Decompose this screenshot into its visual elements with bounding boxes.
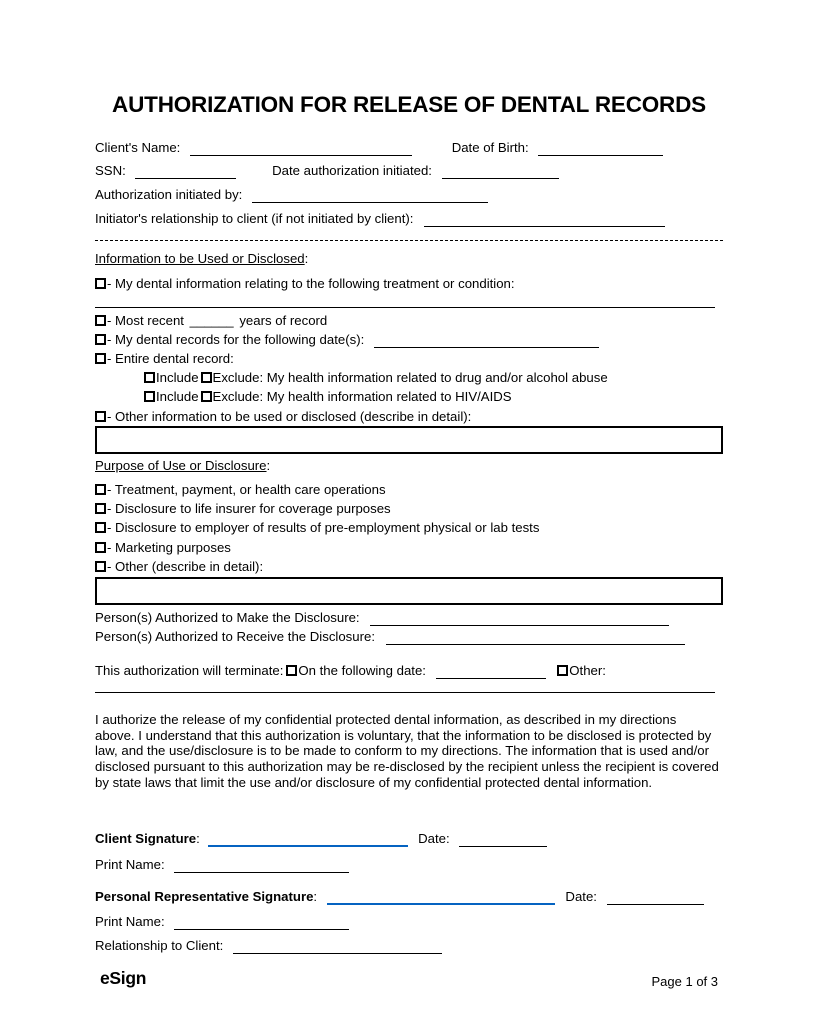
checkbox-label-following-dates: - My dental records for the following date(s):: [107, 332, 365, 347]
checkbox-row-entire-record[interactable]: [95, 351, 234, 367]
client-signature-label: Client Signature: [95, 831, 197, 846]
make-disclosure-label: Person(s) Authorized to Make the Disclosure:: [95, 610, 360, 625]
checkbox-row-marketing[interactable]: [95, 540, 231, 556]
checkbox-label-exclude-drug-alcohol: Exclude: My health information related to drug and/or alcohol abuse: [212, 370, 608, 385]
purpose-section-heading-text: Purpose of Use or Disclosure: [95, 458, 267, 473]
information-section-heading: [95, 251, 308, 267]
checkbox-label-entire-record: - Entire dental record:: [107, 351, 234, 366]
rep-signature-colon: :: [313, 889, 318, 904]
esign-logo: eSign: [100, 968, 147, 988]
checkbox-icon-following-dates[interactable]: [95, 334, 106, 345]
checkbox-icon-treatment-payment[interactable]: [95, 484, 106, 495]
field-row-rep-relationship: [95, 938, 442, 954]
date-authorization-initiated-label: Date authorization initiated:: [272, 163, 432, 178]
checkbox-label-include-drug-alcohol: Include: [156, 370, 199, 385]
initiator-relationship-label: Initiator's relationship to client (if not initiated by client):: [95, 211, 414, 226]
checkbox-label-include-hiv-aids: Include: [156, 389, 199, 404]
field-row-initiated-by: [95, 187, 488, 203]
terminate-on-date-input-line[interactable]: [436, 665, 546, 679]
rep-signature-label: Personal Representative Signature: [95, 889, 314, 904]
page-title: AUTHORIZATION FOR RELEASE OF DENTAL RECORDS: [112, 92, 706, 117]
terminate-other-write-in-line[interactable]: [95, 692, 715, 693]
checkbox-label-purpose-other: - Other (describe in detail):: [107, 559, 264, 574]
checkbox-row-purpose-other[interactable]: [95, 559, 263, 575]
checkbox-row-hiv-aids[interactable]: [144, 389, 512, 405]
rep-date-input-line[interactable]: [607, 891, 704, 905]
rep-relationship-input-line[interactable]: [233, 940, 442, 954]
checkbox-label-treatment-payment: - Treatment, payment, or health care operations: [107, 482, 386, 497]
authorization-initiated-by-label: Authorization initiated by:: [95, 187, 243, 202]
checkbox-icon-other-information[interactable]: [95, 411, 106, 422]
checkbox-icon-employer-tests[interactable]: [95, 522, 106, 533]
field-row-rep-signature: [95, 889, 704, 905]
rep-print-name-label: Print Name:: [95, 914, 165, 929]
rep-date-label: Date:: [565, 889, 597, 904]
termination-prefix-label: This authorization will terminate:: [95, 663, 284, 678]
checkbox-label-most-recent-suffix: years of record: [239, 313, 328, 328]
client-date-input-line[interactable]: [459, 833, 547, 847]
purpose-other-detail-textbox[interactable]: [95, 577, 723, 605]
checkbox-label-life-insurer: - Disclosure to life insurer for coverage purposes: [107, 501, 391, 516]
client-signature-colon: :: [196, 831, 200, 846]
receive-disclosure-input-line[interactable]: [386, 631, 685, 645]
checkbox-icon-exclude-hiv-aids[interactable]: [201, 391, 212, 402]
field-row-make-disclosure: [95, 610, 669, 626]
most-recent-years-blank[interactable]: ______: [189, 313, 234, 328]
information-section-heading-colon: :: [304, 251, 309, 266]
checkbox-row-most-recent-years[interactable]: [95, 313, 327, 329]
client-date-label: Date:: [418, 831, 450, 846]
checkbox-row-drug-alcohol[interactable]: [144, 370, 608, 386]
field-row-client-signature: [95, 831, 547, 847]
other-information-detail-textbox[interactable]: [95, 426, 723, 454]
checkbox-icon-treatment-condition[interactable]: [95, 278, 106, 289]
section-divider-dashed: [95, 240, 723, 241]
ssn-label: SSN:: [95, 163, 126, 178]
checkbox-icon-marketing[interactable]: [95, 542, 106, 553]
field-row-rep-print-name: [95, 914, 349, 930]
checkbox-icon-include-drug-alcohol[interactable]: [144, 372, 155, 383]
information-section-heading-text: Information to be Used or Disclosed: [95, 251, 305, 266]
date-of-birth-input-line[interactable]: [538, 142, 663, 156]
authorization-paragraph: I authorize the release of my confidential protected dental information, as described in my directions above. I understand that this authorization is voluntary, that the information to be disclosed is protected by law, and the use/disclosure is to be made to conform to my directions. The information that is used and/or disclosed pursuant to this authorization may be re-disclosed by the recipient unless the recipient is covered by state laws that limit the use and/or disclosure of my confidential protected dental information.: [95, 712, 719, 790]
ssn-input-line[interactable]: [135, 165, 236, 179]
checkbox-label-treatment-condition: - My dental information relating to the following treatment or condition:: [107, 276, 515, 291]
client-print-name-input-line[interactable]: [174, 859, 349, 873]
purpose-section-heading-colon: :: [266, 458, 271, 473]
checkbox-icon-entire-record[interactable]: [95, 353, 106, 364]
field-row-receive-disclosure: [95, 629, 685, 645]
rep-signature-input-line[interactable]: [327, 890, 555, 905]
treatment-condition-write-in-line[interactable]: [95, 307, 715, 308]
checkbox-icon-exclude-drug-alcohol[interactable]: [201, 372, 212, 383]
field-row-termination: [95, 663, 606, 679]
receive-disclosure-label: Person(s) Authorized to Receive the Disclosure:: [95, 629, 375, 644]
date-authorization-initiated-input-line[interactable]: [442, 165, 559, 179]
page-indicator: Page 1 of 3: [651, 974, 718, 989]
terminate-other-label: Other:: [569, 663, 606, 678]
checkbox-icon-include-hiv-aids[interactable]: [144, 391, 155, 402]
checkbox-icon-life-insurer[interactable]: [95, 503, 106, 514]
clients-name-input-line[interactable]: [190, 142, 412, 156]
rep-print-name-input-line[interactable]: [174, 916, 349, 930]
date-of-birth-label: Date of Birth:: [451, 140, 529, 155]
following-dates-input-line[interactable]: [374, 334, 599, 348]
make-disclosure-input-line[interactable]: [370, 612, 669, 626]
checkbox-row-treatment-payment[interactable]: [95, 482, 386, 498]
field-row-client-print-name: [95, 857, 349, 873]
field-row-initiator-relationship: [95, 211, 665, 227]
checkbox-label-other-information: - Other information to be used or disclosed (describe in detail):: [107, 409, 472, 424]
authorization-initiated-by-input-line[interactable]: [252, 189, 488, 203]
purpose-section-heading: [95, 458, 270, 474]
checkbox-label-employer-tests: - Disclosure to employer of results of pre-employment physical or lab tests: [107, 520, 540, 535]
checkbox-icon-purpose-other[interactable]: [95, 561, 106, 572]
checkbox-label-most-recent-prefix: - Most recent: [107, 313, 184, 328]
initiator-relationship-input-line[interactable]: [424, 213, 665, 227]
checkbox-row-treatment-condition[interactable]: [95, 276, 515, 292]
terminate-on-date-label: On the following date:: [298, 663, 426, 678]
checkbox-row-employer-tests[interactable]: [95, 520, 539, 536]
client-signature-input-line[interactable]: [208, 832, 408, 847]
field-row-client-name: [95, 140, 663, 156]
field-row-ssn: [95, 163, 559, 179]
checkbox-row-life-insurer[interactable]: [95, 501, 391, 517]
checkbox-icon-most-recent-years[interactable]: [95, 315, 106, 326]
checkbox-label-marketing: - Marketing purposes: [107, 540, 231, 555]
checkbox-label-exclude-hiv-aids: Exclude: My health information related to HIV/AIDS: [212, 389, 512, 404]
client-print-name-label: Print Name:: [95, 857, 165, 872]
clients-name-label: Client's Name:: [95, 140, 181, 155]
checkbox-icon-terminate-on-date[interactable]: [286, 665, 297, 676]
checkbox-row-following-dates[interactable]: [95, 332, 599, 348]
checkbox-row-other-information[interactable]: [95, 409, 471, 425]
rep-relationship-label: Relationship to Client:: [95, 938, 224, 953]
checkbox-icon-terminate-other[interactable]: [557, 665, 568, 676]
